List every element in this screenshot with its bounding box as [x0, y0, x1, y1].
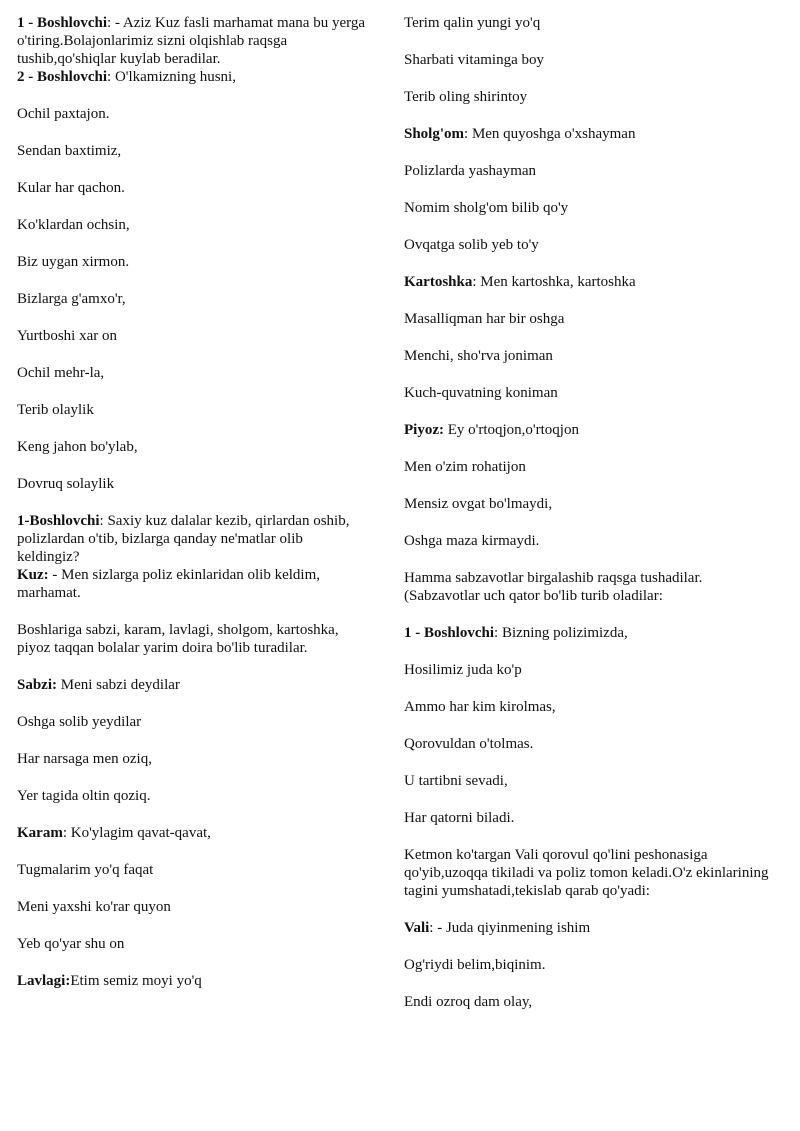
- line-text: Bizning polizimizda,: [501, 625, 628, 641]
- line-text: Yer tagida oltin qoziq.: [17, 788, 151, 804]
- line-text: Ko'ylagim qavat-qavat,: [70, 825, 211, 841]
- line-text: Bizlarga g'amxo'r,: [17, 291, 126, 307]
- line-text: - Aziz Kuz fasli marhamat mana bu yerga o'tiring.Bolajonlarimiz sizni olqishlab raqsga tushib,qo'shiqlar kuylab beradilar.: [17, 15, 365, 67]
- line-text: Men quyoshga o'xshayman: [471, 126, 636, 142]
- speaker-label: Piyoz:: [404, 422, 444, 438]
- line-text: Keng jahon bo'ylab,: [17, 439, 138, 455]
- text-line: [404, 495, 774, 513]
- line-text: U tartibni sevadi,: [404, 773, 508, 789]
- line-text: Men o'zim rohatijon: [404, 459, 526, 475]
- text-line: [17, 290, 369, 308]
- line-text: Har narsaga men oziq,: [17, 751, 152, 767]
- line-text: Ketmon ko'targan Vali qorovul qo'lini peshonasiga qo'yib,uzoqqa tikiladi va poliz tomon keladi.O'z ekinlarining tagini yumshatadi,tekislab qarab qo'yadi:: [404, 847, 769, 899]
- speaker-label: Kuz:: [17, 567, 49, 583]
- line-text: Ochil paxtajon.: [17, 106, 110, 122]
- text-line: [17, 475, 369, 493]
- text-line: [404, 772, 774, 790]
- speaker-separator: :: [464, 126, 472, 142]
- speaker-label: 1 - Boshlovchi: [17, 15, 108, 31]
- text-line: [17, 935, 369, 953]
- line-text: Ochil mehr-la,: [17, 365, 105, 381]
- text-line: [404, 236, 774, 254]
- text-line: [17, 142, 369, 160]
- speaker-label: Karam: [17, 825, 63, 841]
- text-line: [404, 846, 774, 900]
- speaker-separator: :: [472, 274, 481, 290]
- dialogue-line: [17, 68, 369, 86]
- line-text: Biz uygan xirmon.: [17, 254, 130, 270]
- line-text: Mensiz ovgat bo'lmaydi,: [404, 496, 553, 512]
- text-line: [404, 88, 774, 106]
- line-text: Yeb qo'yar shu on: [17, 936, 125, 952]
- line-text: Terib oling shirintoy: [404, 89, 528, 105]
- text-line: [404, 199, 774, 217]
- speaker-label: 1-Boshlovchi: [17, 513, 100, 529]
- text-line: [404, 51, 774, 69]
- line-text: Men kartoshka, kartoshka: [480, 274, 636, 290]
- text-line: [404, 14, 774, 32]
- dialogue-line: [17, 972, 369, 990]
- line-text: Oshga maza kirmaydi.: [404, 533, 540, 549]
- speaker-separator: :: [494, 625, 502, 641]
- line-text: O'lkamizning husni,: [114, 69, 236, 85]
- text-line: [404, 310, 774, 328]
- speaker-separator: :: [99, 513, 108, 529]
- speaker-label: 1 - Boshlovchi: [404, 625, 495, 641]
- text-line: [17, 253, 369, 271]
- text-line: [17, 438, 369, 456]
- line-text: Tugmalarim yo'q faqat: [17, 862, 154, 878]
- line-text: Menchi, sho'rva joniman: [404, 348, 553, 364]
- left-column: [17, 14, 369, 990]
- speaker-separator: :: [62, 825, 71, 841]
- line-text: Endi ozroq dam olay,: [404, 994, 533, 1010]
- line-text: Saxiy kuz dalalar kezib, qirlardan oshib, polizlardan o'tib, bizlarga qanday ne'matlar olib keldingiz?: [17, 513, 350, 565]
- line-text: Sendan baxtimiz,: [17, 143, 122, 159]
- line-text: Nomim sholg'om bilib qo'y: [404, 200, 569, 216]
- text-line: [404, 698, 774, 716]
- speaker-separator: :: [429, 920, 438, 936]
- text-line: [404, 993, 774, 1011]
- dialogue-line: [404, 624, 774, 642]
- line-text: Oshga solib yeydilar: [17, 714, 142, 730]
- line-text: Meni yaxshi ko'rar quyon: [17, 899, 171, 915]
- text-line: [404, 569, 774, 605]
- line-text: Ko'klardan ochsin,: [17, 217, 130, 233]
- line-text: Boshlariga sabzi, karam, lavlagi, sholgom, kartoshka, piyoz taqqan bolalar yarim doira bo'lib turadilar.: [17, 622, 339, 656]
- text-line: [17, 364, 369, 382]
- text-line: [17, 713, 369, 731]
- line-text: Terim qalin yungi yo'q: [404, 15, 541, 31]
- text-line: [404, 735, 774, 753]
- line-text: Ey o'rtoqjon,o'rtoqjon: [447, 422, 579, 438]
- dialogue-line: [404, 421, 774, 439]
- text-line: [404, 809, 774, 827]
- line-text: Har qatorni biladi.: [404, 810, 515, 826]
- text-line: [17, 179, 369, 197]
- line-text: Terib olaylik: [17, 402, 94, 418]
- line-text: Qorovuldan o'tolmas.: [404, 736, 534, 752]
- text-line: [17, 105, 369, 123]
- text-line: [404, 458, 774, 476]
- line-text: - Juda qiyinmening ishim: [437, 920, 591, 936]
- text-line: [17, 401, 369, 419]
- dialogue-line: [404, 273, 774, 291]
- text-line: [17, 621, 369, 657]
- text-line: [17, 787, 369, 805]
- line-text: Hosilimiz juda ko'p: [404, 662, 522, 678]
- dialogue-line: [17, 14, 369, 68]
- text-line: [404, 532, 774, 550]
- line-text: Kular har qachon.: [17, 180, 125, 196]
- line-text: Yurtboshi xar on: [17, 328, 117, 344]
- text-line: [17, 327, 369, 345]
- dialogue-line: [17, 824, 369, 842]
- line-text: - Men sizlarga poliz ekinlaridan olib keldim, marhamat.: [17, 567, 320, 601]
- speaker-separator: :: [107, 15, 115, 31]
- line-text: Og'riydi belim,biqinim.: [404, 957, 546, 973]
- dialogue-line: [17, 512, 369, 566]
- speaker-separator: :: [107, 69, 115, 85]
- text-line: [404, 661, 774, 679]
- speaker-label: 2 - Boshlovchi: [17, 69, 108, 85]
- dialogue-line: [17, 566, 369, 602]
- text-line: [404, 347, 774, 365]
- speaker-label: Vali: [404, 920, 430, 936]
- line-text: Meni sabzi deydilar: [60, 677, 180, 693]
- line-text: Etim semiz moyi yo'q: [70, 973, 202, 989]
- line-text: Ammo har kim kirolmas,: [404, 699, 556, 715]
- dialogue-line: [17, 676, 369, 694]
- speaker-label: Lavlagi:: [17, 973, 71, 989]
- line-text: Polizlarda yashayman: [404, 163, 537, 179]
- text-line: [17, 750, 369, 768]
- line-text: Hamma sabzavotlar birgalashib raqsga tushadilar.(Sabzavotlar uch qator bo'lib turib oladilar:: [404, 570, 703, 604]
- right-column: [404, 14, 774, 1011]
- dialogue-line: [404, 125, 774, 143]
- line-text: Dovruq solaylik: [17, 476, 115, 492]
- text-line: [17, 861, 369, 879]
- speaker-label: Kartoshka: [404, 274, 473, 290]
- line-text: Sharbati vitaminga boy: [404, 52, 544, 68]
- text-line: [404, 384, 774, 402]
- text-line: [404, 162, 774, 180]
- line-text: Kuch-quvatning koniman: [404, 385, 558, 401]
- speaker-label: Sholg'om: [404, 126, 465, 142]
- line-text: Ovqatga solib yeb to'y: [404, 237, 539, 253]
- line-text: Masalliqman har bir oshga: [404, 311, 565, 327]
- text-line: [404, 956, 774, 974]
- speaker-label: Sabzi:: [17, 677, 58, 693]
- text-line: [17, 216, 369, 234]
- dialogue-line: [404, 919, 774, 937]
- text-line: [17, 898, 369, 916]
